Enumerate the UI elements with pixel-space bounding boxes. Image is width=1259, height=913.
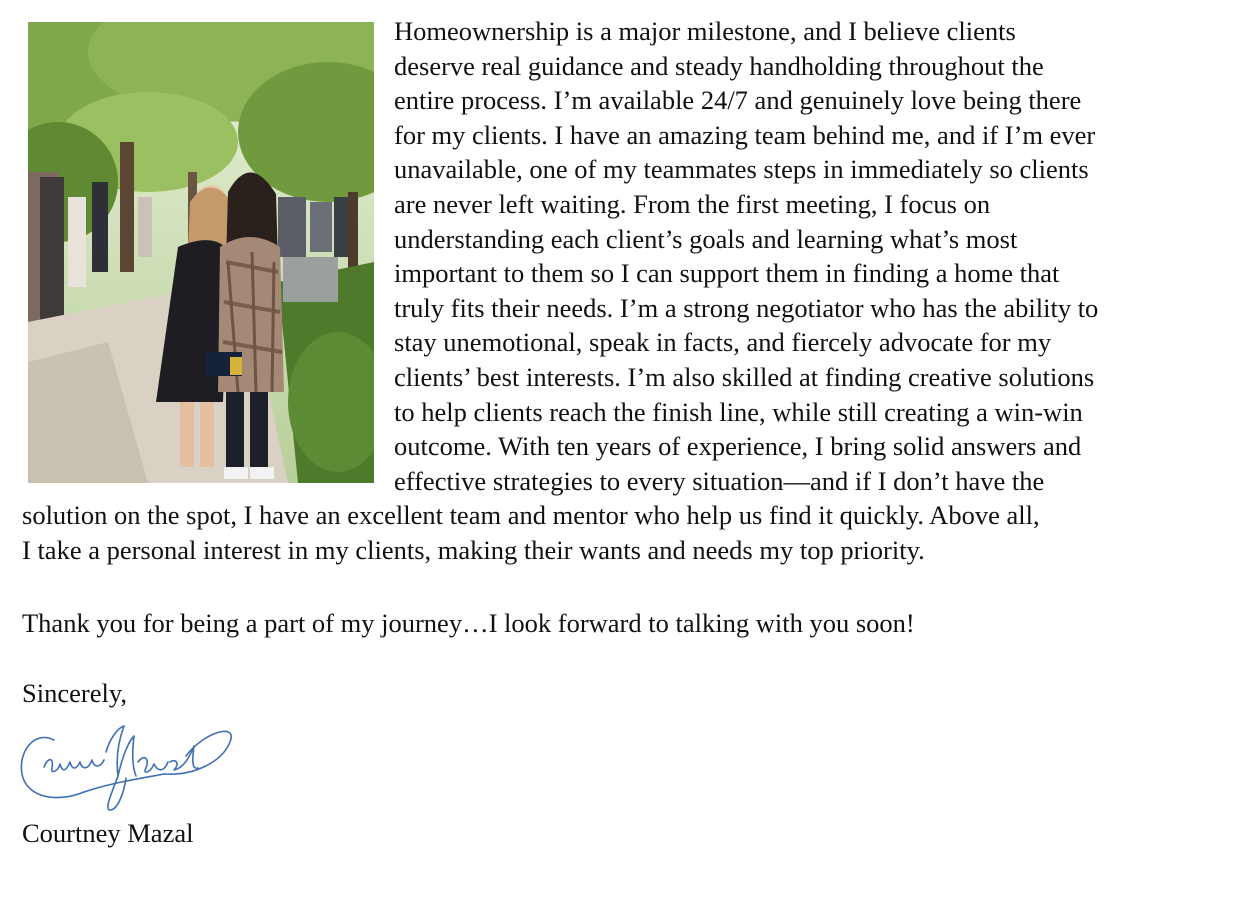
letter-line: outcome. With ten years of experience, I bring solid answers and xyxy=(394,431,1082,462)
letter-line: are never left waiting. From the first meeting, I focus on xyxy=(394,188,991,219)
letter-line: unavailable, one of my teammates steps in immediately so clients xyxy=(394,154,1089,185)
letter-line: effective strategies to every situation—and if I don’t have the xyxy=(394,465,1045,496)
letter-line: stay unemotional, speak in facts, and fiercely advocate for my xyxy=(394,327,1052,358)
letter-line: deserve real guidance and steady handholding throughout the xyxy=(394,50,1044,81)
letter-line: truly fits their needs. I’m a strong negotiator who has the ability to xyxy=(394,292,1099,323)
letter-line: I take a personal interest in my clients, making their wants and needs my top priority. xyxy=(22,534,925,565)
letter-line: important to them so I can support them in finding a home that xyxy=(394,258,1060,289)
closing-salutation: Sincerely, xyxy=(22,678,127,708)
signature-name: Courtney Mazal xyxy=(22,818,194,848)
letter-body xyxy=(22,14,1222,568)
letter-line: to help clients reach the finish line, while still creating a win-win xyxy=(394,396,1083,427)
handwritten-signature xyxy=(14,712,238,818)
letter-line: Homeownership is a major milestone, and I believe clients xyxy=(394,16,1016,46)
thank-you-line: Thank you for being a part of my journey…I look forward to talking with you soon! xyxy=(22,608,915,638)
letter-line: solution on the spot, I have an excellent team and mentor who help us find it quickly. Above all, xyxy=(22,500,1040,531)
letter-line: clients’ best interests. I’m also skilled at finding creative solutions xyxy=(394,361,1095,392)
letter-line: understanding each client’s goals and learning what’s most xyxy=(394,223,1018,254)
letter-line: for my clients. I have an amazing team behind me, and if I’m ever xyxy=(394,119,1096,150)
letter-line: entire process. I’m available 24/7 and genuinely love being there xyxy=(394,85,1082,116)
